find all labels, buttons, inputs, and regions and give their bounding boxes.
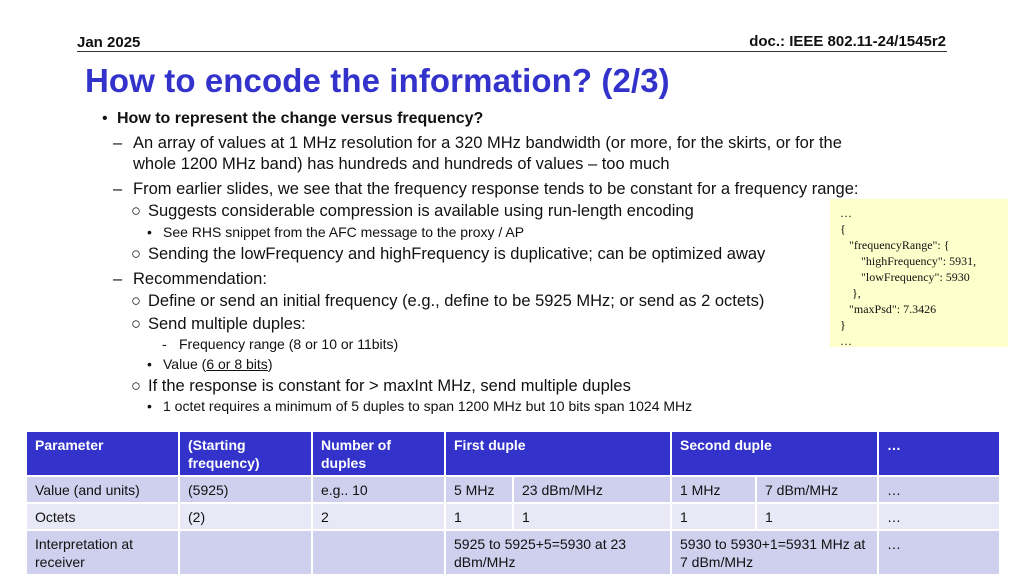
table-header-cell: … [878, 431, 1000, 476]
octet-text: 1 octet requires a minimum of 5 duples to span 1200 MHz but 10 bits span 1024 MHz [163, 398, 693, 414]
snippet-line: { [840, 222, 846, 236]
table-cell: 2 [312, 503, 445, 530]
table-header-cell: Number of duples [312, 431, 445, 476]
table-cell: 7 dBm/MHz [756, 476, 878, 503]
table-cell: 1 [756, 503, 878, 530]
table-cell: 1 [513, 503, 671, 530]
header-date: Jan 2025 [77, 34, 141, 51]
table-header-cell: (Starting frequency) [179, 431, 312, 476]
recommendation-text: Recommendation: [133, 270, 267, 288]
snippet-line: … [840, 206, 852, 220]
table-cell: Octets [26, 503, 179, 530]
table-cell: 5930 to 5930+1=5931 MHz at 7 dBm/MHz [671, 530, 878, 575]
dash-bullet: - [162, 336, 167, 352]
question-text: How to represent the change versus frequency? [117, 110, 484, 127]
value-text: Value (6 or 8 bits) [163, 356, 273, 372]
table-header-cell: Parameter [26, 431, 179, 476]
table-cell [312, 530, 445, 575]
bullet-dot: • [147, 224, 152, 240]
bullet-dot: • [147, 356, 152, 372]
dash-bullet: – [113, 270, 123, 288]
slide-title: How to encode the information? (2/3) [85, 62, 670, 99]
table-cell: … [878, 530, 1000, 575]
table-row [26, 503, 1000, 530]
table-cell: 5925 to 5925+5=5930 at 23 dBm/MHz [445, 530, 671, 575]
table-cell: (2) [179, 503, 312, 530]
snippet-line: "maxPsd": 7.3426 [840, 302, 937, 316]
snippet-line: … [840, 334, 852, 348]
bullet-dot: • [147, 398, 152, 414]
circle-bullet: ○ [131, 377, 141, 395]
table-cell: 1 [671, 503, 756, 530]
value-bits-link[interactable]: 6 or 8 bits [206, 356, 268, 372]
initial-frequency-text: Define or send an initial frequency (e.g., define to be 5925 MHz; or send as 2 octets) [148, 292, 765, 310]
circle-bullet: ○ [131, 202, 141, 220]
encoding-table [25, 430, 1001, 576]
dash-bullet: – [113, 134, 123, 152]
compression-text: Suggests considerable compression is available using run-length encoding [148, 202, 694, 220]
json-snippet-box [830, 199, 1008, 347]
table-cell: Value (and units) [26, 476, 179, 503]
table-cell: 1 [445, 503, 513, 530]
snippet-line: } [840, 318, 846, 332]
duples-text: Send multiple duples: [148, 315, 306, 333]
table-header-cell: Second duple [671, 431, 878, 476]
snippet-line: "frequencyRange": { [840, 238, 950, 252]
circle-bullet: ○ [131, 245, 141, 263]
maxint-text: If the response is constant for > maxInt MHz, send multiple duples [148, 377, 631, 395]
table-cell: … [878, 476, 1000, 503]
snippet-line: "lowFrequency": 5930 [840, 270, 970, 284]
snippet-line: "highFrequency": 5931, [840, 254, 977, 268]
dash1-line1: An array of values at 1 MHz resolution for a 320 MHz bandwidth (or more, for the skirts, or for the [133, 134, 842, 152]
table-cell: e.g.. 10 [312, 476, 445, 503]
table-cell: … [878, 503, 1000, 530]
duplicative-text: Sending the lowFrequency and highFrequency is duplicative; can be optimized away [148, 245, 766, 263]
snippet-line: }, [840, 286, 861, 300]
table-cell: 23 dBm/MHz [513, 476, 671, 503]
table-cell: 5 MHz [445, 476, 513, 503]
circle-bullet: ○ [131, 315, 141, 333]
header-rule [77, 51, 947, 52]
frequency-range-text: Frequency range (8 or 10 or 11bits) [179, 336, 399, 352]
table-cell: Interpretation at receiver [26, 530, 179, 575]
table-cell [179, 530, 312, 575]
dash-bullet: – [113, 180, 123, 198]
table-row [26, 476, 1000, 503]
header-doc-id: doc.: IEEE 802.11-24/1545r2 [749, 33, 946, 50]
table-header-cell: First duple [445, 431, 671, 476]
table-header-row [26, 431, 1000, 476]
bullet-dot: • [102, 110, 108, 127]
table-cell: 1 MHz [671, 476, 756, 503]
dash2-text: From earlier slides, we see that the frequency response tends to be constant for a frequency range: [133, 180, 859, 198]
dash1-line2: whole 1200 MHz band) has hundreds and hundreds of values – too much [133, 155, 670, 173]
circle-bullet: ○ [131, 292, 141, 310]
table-row [26, 530, 1000, 575]
table-cell: (5925) [179, 476, 312, 503]
snippet-note: See RHS snippet from the AFC message to the proxy / AP [163, 224, 525, 240]
